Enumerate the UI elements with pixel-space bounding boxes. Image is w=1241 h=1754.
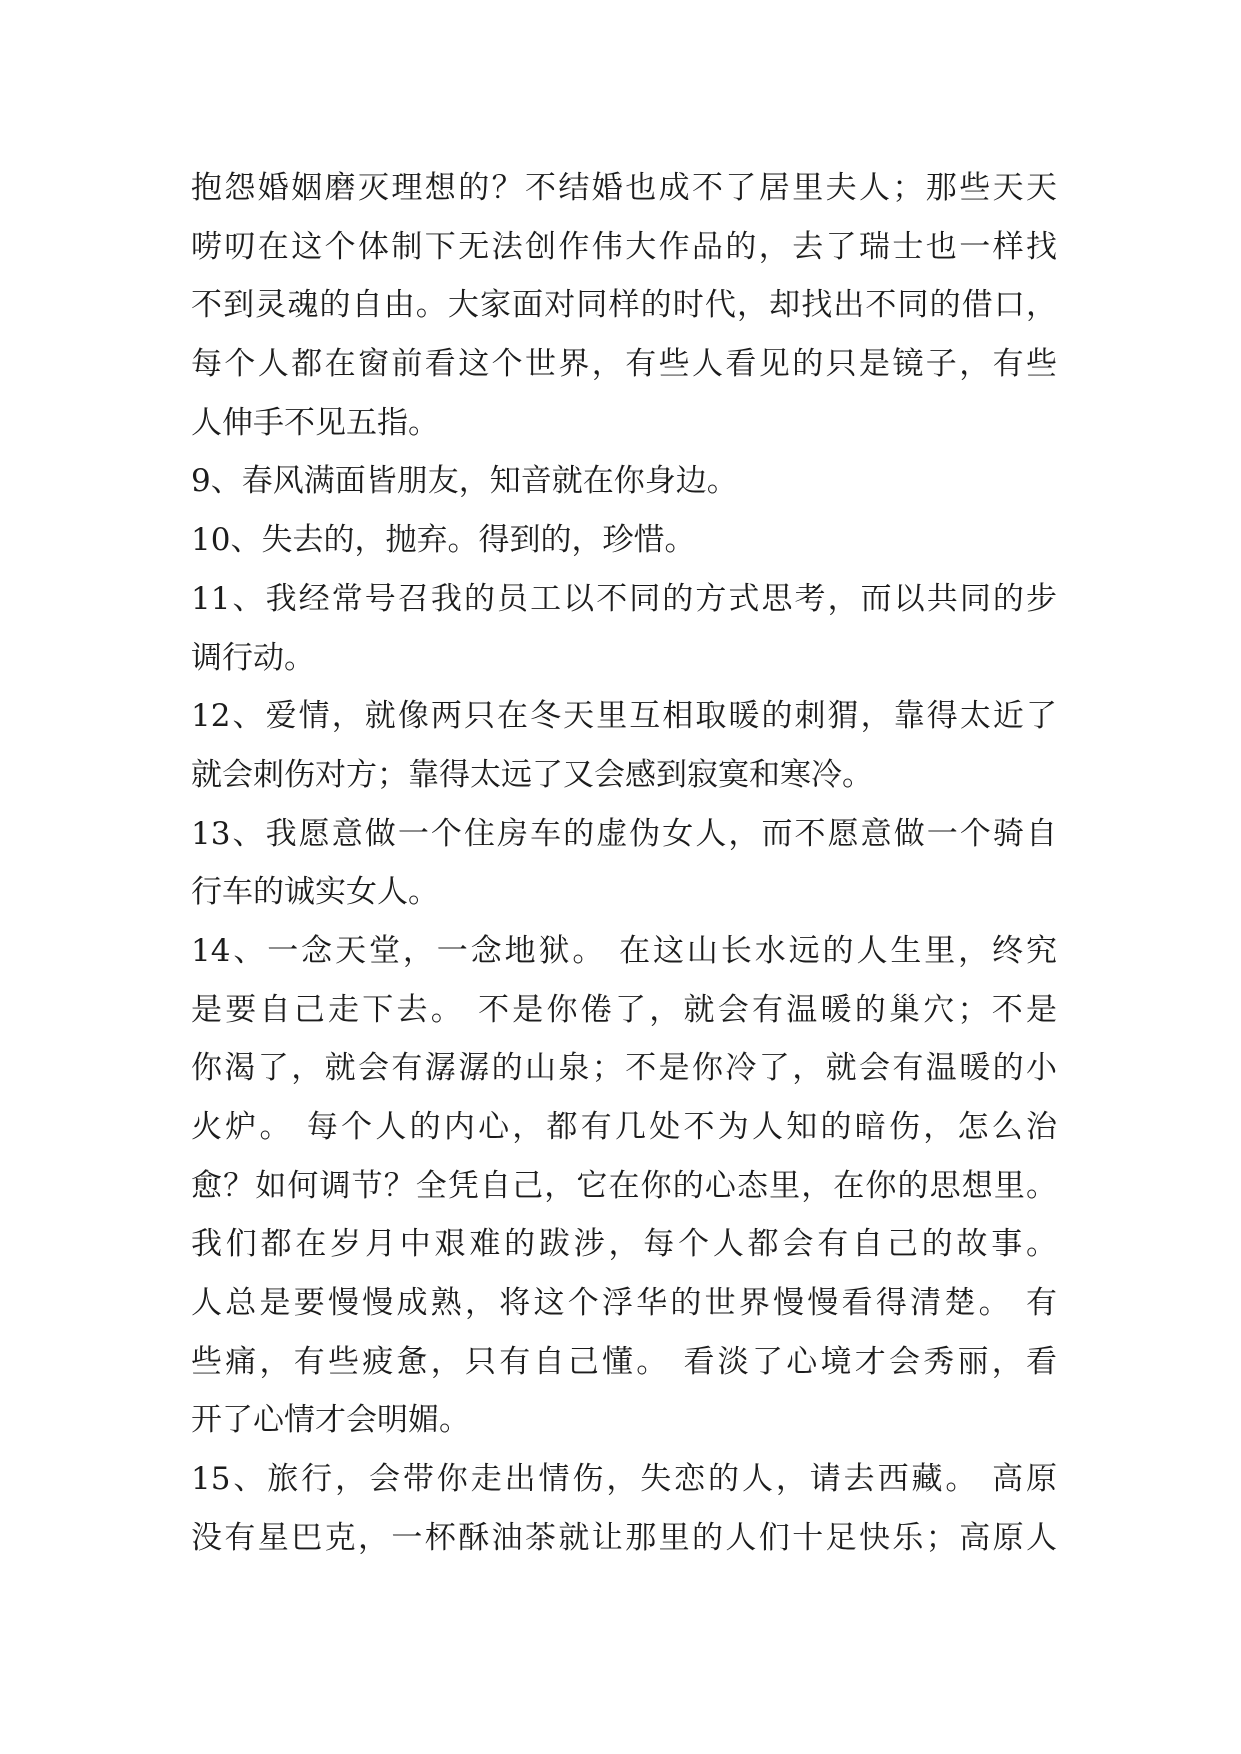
text-line: 10、失去的，抛弃。得到的，珍惜。: [191, 522, 696, 559]
text-line: 开了心情才会明媚。: [191, 1402, 470, 1439]
text-line: 我们都在岁月中艰难的跋涉，每个人都会有自己的故事。: [191, 1226, 1057, 1263]
text-line: 是要自己走下去。 不是你倦了，就会有温暖的巢穴；不是: [191, 991, 1057, 1028]
paragraph-continued: [191, 159, 1057, 452]
text-line: 唠叨在这个体制下无法创作伟大作品的，去了瑞士也一样找: [191, 228, 1057, 265]
text-line: 行车的诚实女人。: [191, 874, 439, 911]
text-line: 每个人都在窗前看这个世界，有些人看见的只是镜子，有些: [191, 346, 1057, 383]
text-line: 12、爱情，就像两只在冬天里互相取暖的刺猬，靠得太近了: [191, 698, 1057, 735]
text-line: 9、春风满面皆朋友，知音就在你身边。: [191, 463, 738, 500]
paragraph-item-15: [191, 1450, 1057, 1567]
text-line: 人总是要慢慢成熟，将这个浮华的世界慢慢看得清楚。 有: [191, 1285, 1057, 1322]
text-line: 15、旅行，会带你走出情伤，失恋的人，请去西藏。 高原: [191, 1461, 1057, 1498]
text-line: 调行动。: [191, 639, 315, 676]
document-body: [191, 159, 1057, 1568]
text-line: 13、我愿意做一个住房车的虚伪女人，而不愿意做一个骑自: [191, 815, 1057, 852]
paragraph-item-10: [191, 511, 1057, 570]
paragraph-item-13: [191, 805, 1057, 922]
text-line: 11、我经常号召我的员工以不同的方式思考，而以共同的步: [191, 580, 1057, 617]
text-line: 愈？如何调节？全凭自己，它在你的心态里，在你的思想里。: [191, 1167, 1057, 1204]
paragraph-item-9: [191, 452, 1057, 511]
text-line: 火炉。 每个人的内心，都有几处不为人知的暗伤，怎么治: [191, 1109, 1057, 1145]
text-line: 些痛，有些疲惫，只有自己懂。 看淡了心境才会秀丽，看: [191, 1343, 1057, 1380]
paragraph-item-11: [191, 570, 1057, 687]
text-line: 没有星巴克，一杯酥油茶就让那里的人们十足快乐；高原人: [191, 1519, 1057, 1556]
paragraph-item-14: [191, 922, 1057, 1450]
text-line: 就会刺伤对方；靠得太远了又会感到寂寞和寒冷。: [191, 756, 873, 793]
paragraph-item-12: [191, 687, 1057, 804]
text-line: 人伸手不见五指。: [191, 404, 439, 441]
text-line: 14、一念天堂，一念地狱。 在这山长水远的人生里，终究: [191, 932, 1057, 969]
text-line: 不到灵魂的自由。大家面对同样的时代，却找出不同的借口，: [191, 287, 1057, 324]
text-line: 你渴了，就会有潺潺的山泉；不是你冷了，就会有温暖的小: [191, 1050, 1057, 1087]
text-line: 抱怨婚姻磨灭理想的？不结婚也成不了居里夫人；那些天天: [191, 170, 1057, 206]
